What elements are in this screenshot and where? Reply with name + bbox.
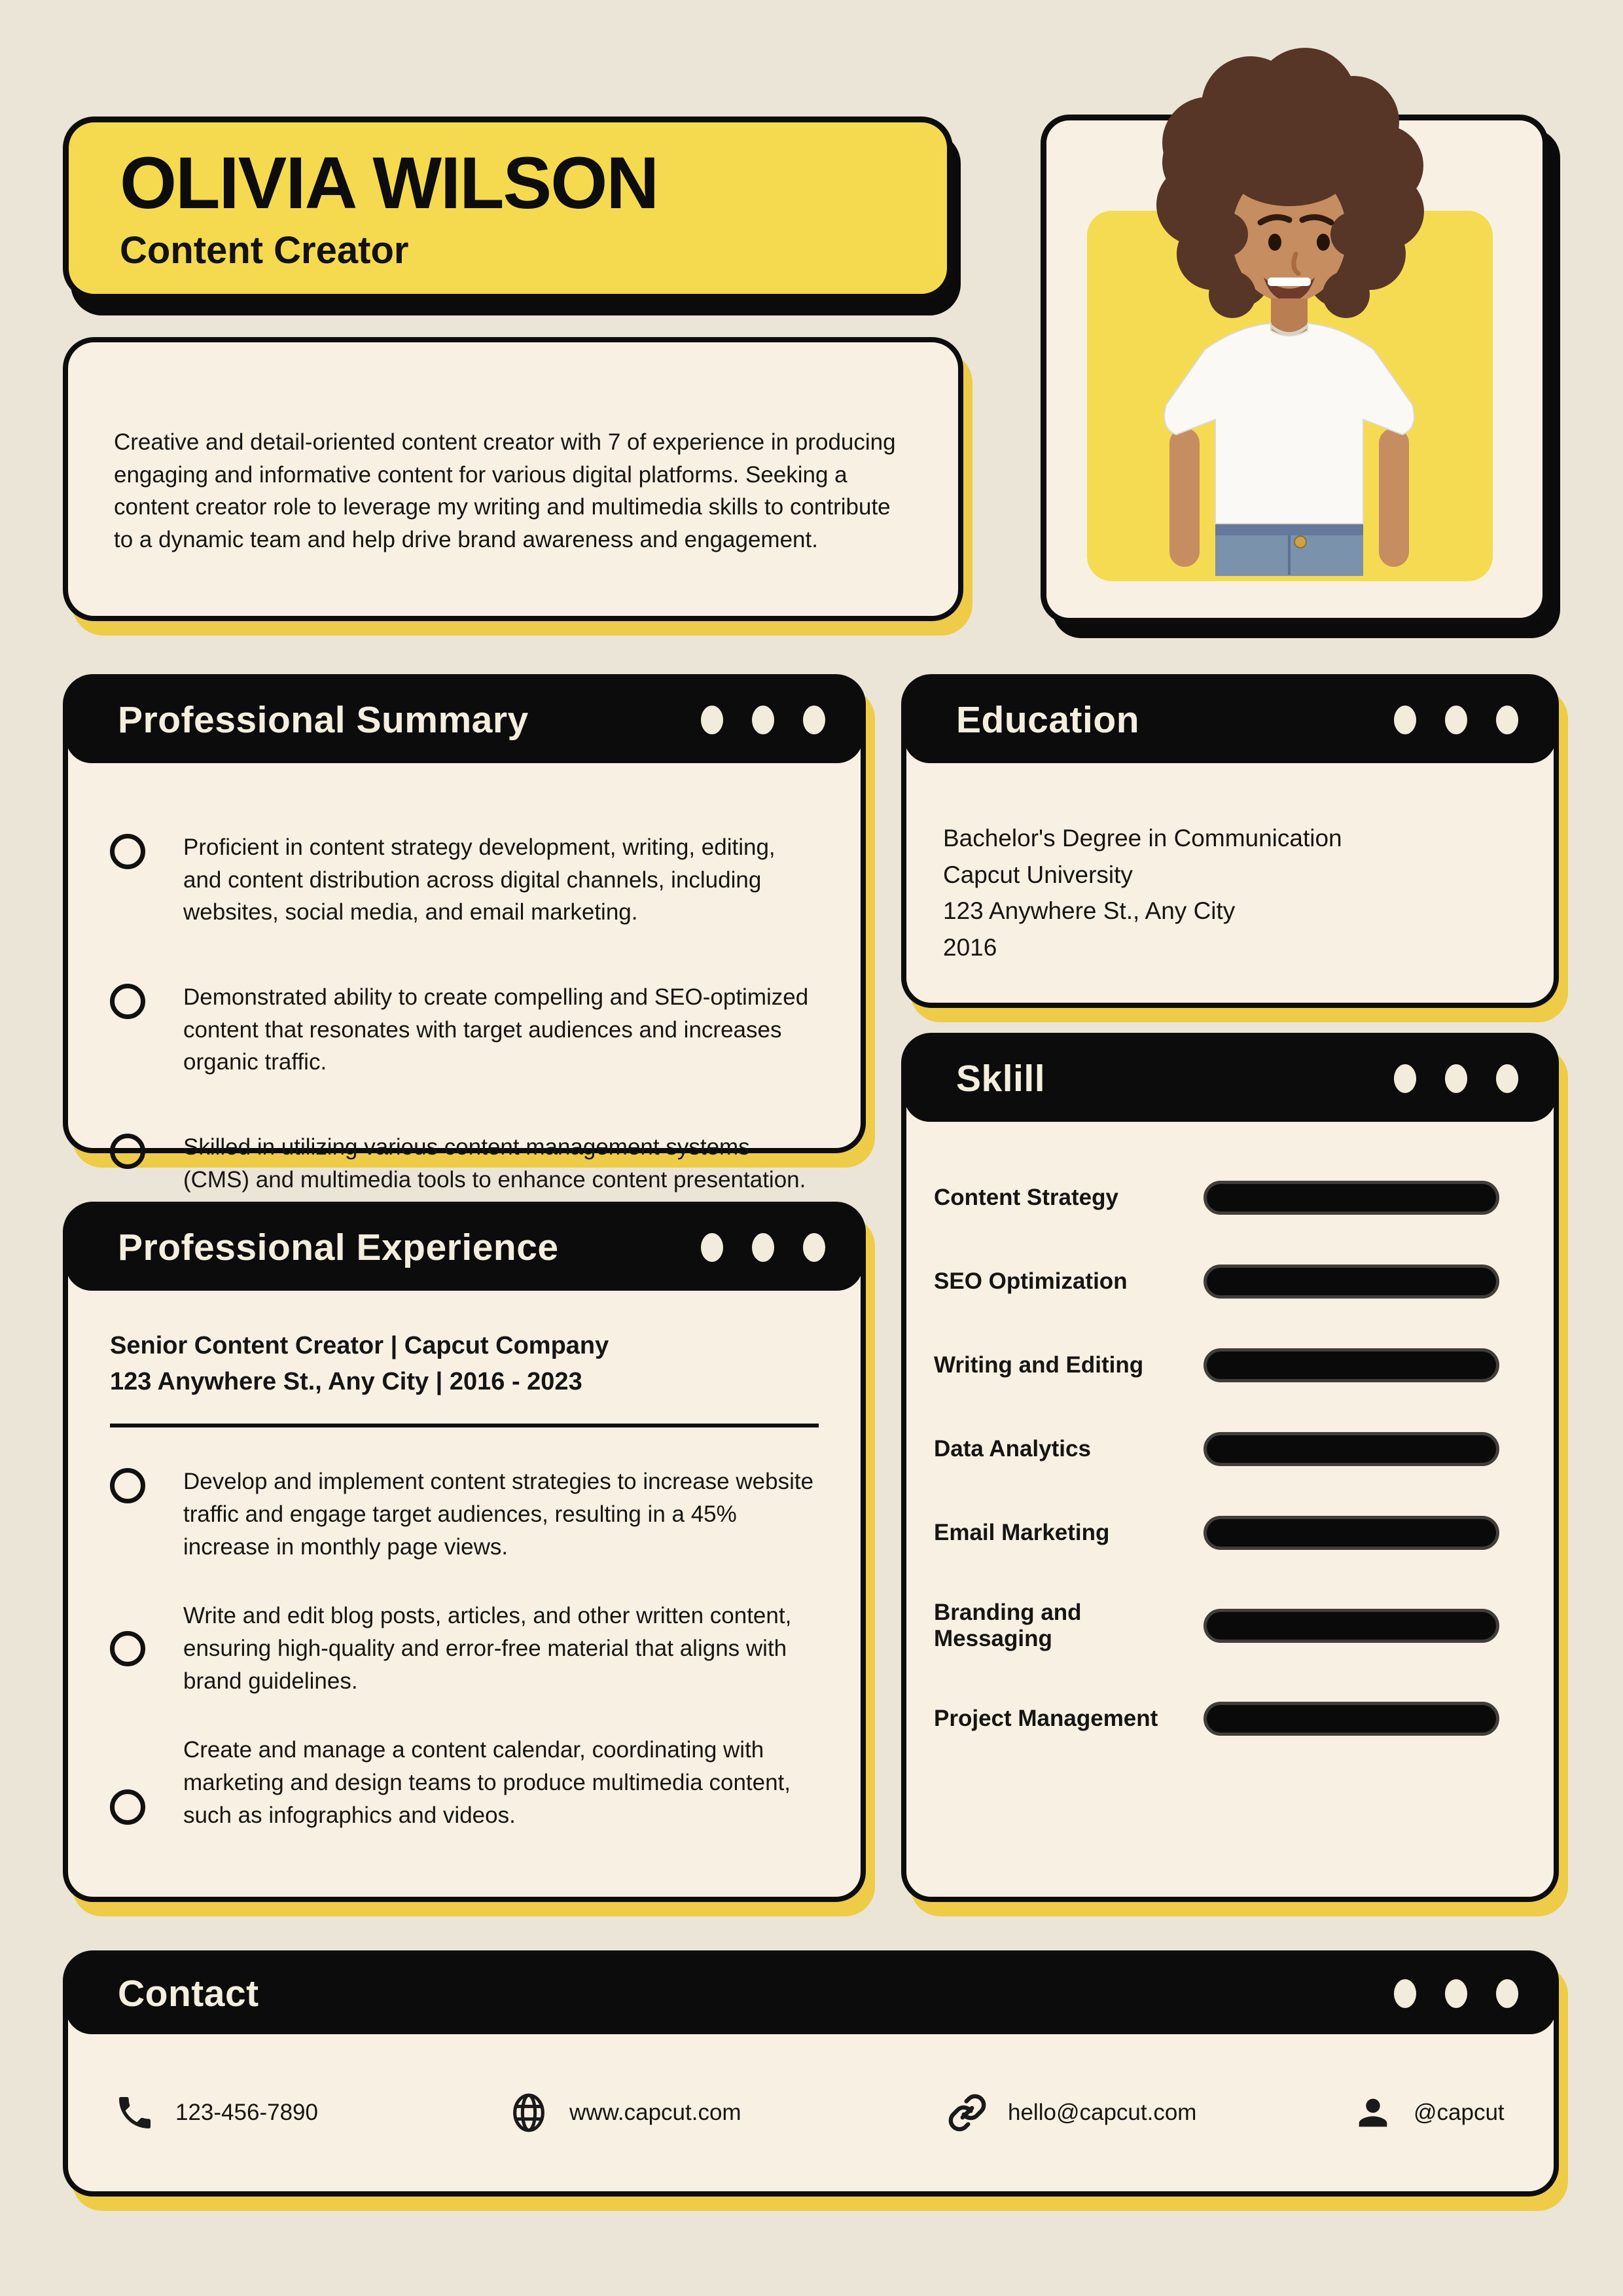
window-dot-icon — [1496, 1064, 1518, 1093]
window-dot-icon — [1496, 706, 1518, 734]
skill-bar — [1204, 1702, 1499, 1736]
intro-card — [63, 337, 963, 621]
contact-phone — [114, 2092, 318, 2134]
skill-label: Data Analytics — [934, 1436, 1091, 1462]
bullet-circle-icon — [110, 1134, 145, 1169]
bullet-circle-icon — [110, 834, 145, 869]
divider — [110, 1424, 819, 1427]
experience-role: Senior Content Creator | Capcut Company — [110, 1332, 609, 1359]
education-card — [901, 674, 1559, 1008]
window-dots — [701, 1233, 825, 1262]
summary-bullet-text: Skilled in utilizing various content management systems (CMS) and multimedia tools to enhance content presentation. — [183, 1134, 806, 1193]
skills-title: Sklill — [956, 1058, 1046, 1100]
experience-card — [63, 1202, 866, 1902]
skill-bar — [1204, 1609, 1499, 1643]
skill-row — [934, 1265, 1527, 1299]
window-dots — [701, 706, 825, 734]
window-dot-icon — [1394, 1979, 1416, 2008]
window-dot-icon — [1394, 706, 1416, 734]
education-address: 123 Anywhere St., Any City — [943, 897, 1236, 924]
bullet-circle-icon — [110, 1631, 145, 1666]
skill-bar — [1204, 1432, 1499, 1466]
window-dot-icon — [1445, 706, 1467, 734]
education-degree: Bachelor's Degree in Communication — [943, 825, 1342, 852]
skill-bar — [1204, 1265, 1499, 1299]
skill-row — [934, 1600, 1527, 1652]
experience-window-bar — [65, 1204, 863, 1291]
list-item — [110, 981, 819, 1079]
portrait-illustration — [1044, 38, 1534, 576]
experience-details — [68, 1207, 861, 1831]
window-dot-icon — [752, 1233, 774, 1262]
contact-window-bar — [65, 1953, 1556, 2034]
window-dot-icon — [1445, 1064, 1467, 1093]
skill-row — [934, 1181, 1527, 1215]
experience-meta: 123 Anywhere St., Any City | 2016 - 2023 — [110, 1368, 582, 1396]
contact-social-label: @capcut — [1414, 2100, 1505, 2125]
window-dot-icon — [752, 706, 774, 734]
window-dot-icon — [701, 706, 723, 734]
phone-icon — [114, 2092, 156, 2134]
person-role: Content Creator — [120, 228, 409, 272]
person-name: OLIVIA WILSON — [120, 142, 658, 224]
link-icon — [946, 2092, 988, 2134]
education-window-bar — [904, 677, 1556, 763]
education-school: Capcut University — [943, 861, 1133, 888]
skill-row — [934, 1432, 1527, 1466]
skill-bar — [1204, 1348, 1499, 1382]
summary-window-bar — [65, 677, 863, 763]
globe-icon — [508, 2092, 550, 2134]
window-dots — [1394, 706, 1518, 734]
skills-card — [901, 1033, 1559, 1902]
list-item — [110, 1734, 819, 1831]
contact-email-label: hello@capcut.com — [1008, 2100, 1197, 2125]
summary-bullet-text: Proficient in content strategy development, writing, editing, and content distribution across digital channels, including websites, social media, and email marketing. — [183, 834, 776, 925]
skill-bar — [1204, 1516, 1499, 1550]
window-dot-icon — [803, 1233, 825, 1262]
experience-bullet-text: Create and manage a content calendar, coordinating with marketing and design teams to produce multimedia content, such as infographics and videos. — [183, 1737, 791, 1828]
window-dots — [1394, 1064, 1518, 1093]
skills-list — [906, 1038, 1554, 1736]
summary-bullet-text: Demonstrated ability to create compelling and SEO-optimized content that resonates with target audiences and increases organic traffic. — [183, 984, 809, 1075]
contact-phone-label: 123-456-7890 — [175, 2100, 318, 2125]
summary-card — [63, 674, 866, 1193]
skill-label: Branding and Messaging — [934, 1600, 1082, 1651]
name-header-card — [63, 117, 953, 300]
list-item — [110, 1600, 819, 1697]
window-dot-icon — [701, 1233, 723, 1262]
skill-row — [934, 1702, 1527, 1736]
bullet-circle-icon — [110, 984, 145, 1019]
education-year: 2016 — [943, 933, 997, 961]
skill-label: Project Management — [934, 1706, 1158, 1731]
skill-row — [934, 1516, 1527, 1550]
contact-social — [1352, 2092, 1505, 2134]
contact-email — [946, 2092, 1196, 2134]
skill-label: Content Strategy — [934, 1185, 1118, 1210]
bullet-circle-icon — [110, 1468, 145, 1503]
education-title: Education — [956, 699, 1140, 741]
skill-bar — [1204, 1181, 1499, 1215]
window-dot-icon — [1394, 1064, 1416, 1093]
skill-row — [934, 1348, 1527, 1382]
skill-label: Writing and Editing — [934, 1352, 1144, 1378]
contact-card — [63, 1950, 1559, 2197]
list-item — [110, 831, 819, 929]
skill-label: SEO Optimization — [934, 1268, 1128, 1294]
skill-label: Email Marketing — [934, 1520, 1110, 1545]
portrait-photo — [1044, 38, 1534, 576]
window-dot-icon — [803, 706, 825, 734]
window-dot-icon — [1445, 1979, 1467, 2008]
experience-list — [110, 1465, 819, 1831]
contact-website-label: www.capcut.com — [569, 2100, 741, 2125]
list-item — [110, 1131, 819, 1196]
window-dots — [1394, 1979, 1518, 2008]
window-dot-icon — [1496, 1979, 1518, 2008]
summary-title: Professional Summary — [118, 699, 529, 741]
list-item — [110, 1465, 819, 1563]
experience-bullet-text: Write and edit blog posts, articles, and other written content, ensuring high-quality and error-free material that aligns with brand guidelines. — [183, 1603, 792, 1694]
contact-website — [508, 2092, 741, 2134]
experience-title: Professional Experience — [118, 1227, 559, 1268]
contact-title: Contact — [118, 1973, 259, 2015]
intro-text: Creative and detail-oriented content creator with 7 of experience in producing engaging and informative content for various digital platforms. Seeking a content creator role to leverage my writing and multimedia skills to contribute to a dynamic team and help drive brand awareness and engagement. — [114, 429, 896, 553]
experience-bullet-text: Develop and implement content strategies to increase website traffic and engage target audiences, resulting in a 45% increase in monthly page views. — [183, 1469, 814, 1560]
bullet-circle-icon — [110, 1789, 145, 1825]
person-icon — [1352, 2092, 1394, 2134]
skills-window-bar — [904, 1035, 1556, 1122]
